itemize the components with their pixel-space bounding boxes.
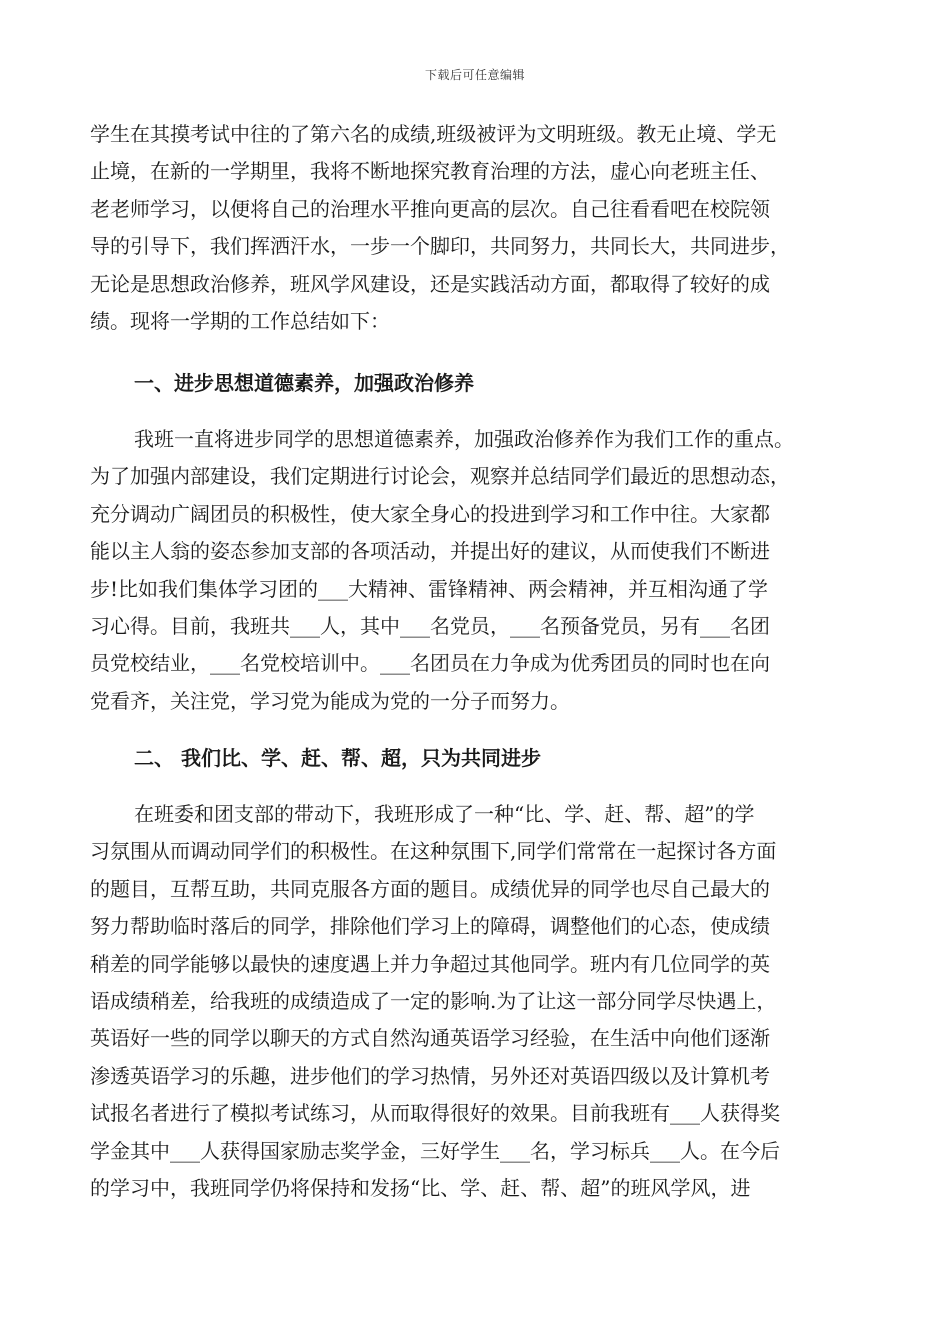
text-line: 止境，在新的一学期里，我将不断地探究教育治理的方法，虚心向老班主任、: [90, 159, 770, 184]
text-line: 的题目，互帮互助，共同克服各方面的题目。成绩优异的同学也尽自己最大的: [90, 876, 770, 901]
text-line: 能以主人翁的姿态参加支部的各项活动，并提出好的建议，从而使我们不断进: [90, 539, 770, 564]
text-line: 英语好一些的同学以聊天的方式自然沟通英语学习经验，在生活中向他们逐渐: [90, 1026, 770, 1051]
document-body: [90, 116, 860, 1200]
paragraph-intro: [90, 116, 860, 340]
text-line: 充分调动广阔团员的积极性，使大家全身心的投进到学习和工作中往。大家都: [90, 501, 770, 526]
text-line: 学金其中___人获得国家励志奖学金，三好学生___名，学习标兵___人。在今后: [90, 1138, 780, 1163]
page-header: 下载后可任意编辑: [424, 68, 525, 82]
text-line: 稍差的同学能够以最快的速度遇上并力争超过其他同学。班内有几位同学的英: [90, 951, 770, 976]
text-line: 我班一直将进步同学的思想道德素养，加强政治修养作为我们工作的重点。: [134, 427, 794, 451]
text-line: 的学习中，我班同学仍将保持和发扬“比、学、赶、帮、超”的班风学风，进: [90, 1175, 751, 1200]
text-line: 学生在其摸考试中往的了第六名的成绩,班级被评为文明班级。教无止境、学无: [90, 122, 777, 146]
text-line: 步!比如我们集体学习团的___大精神、雷锋精神、两会精神，并互相沟通了学: [90, 576, 769, 601]
text-line: 习心得。目前，我班共___人，其中___名党员，___名预备党员，另有___名团: [90, 613, 770, 638]
paragraph-section-1: [90, 421, 794, 720]
text-line: 习氛围从而调动同学们的积极性。在这种氛围下,同学们常常在一起探讨各方面: [90, 839, 777, 864]
text-line: 老老师学习，以便将自己的治理水平推向更高的层次。自己往看看吧在校院领: [90, 196, 770, 221]
text-line: 为了加强内部建设，我们定期进行讨论会，观察并总结同学们最近的思想动态，: [90, 464, 790, 489]
text-line: 导的引导下，我们挥洒汗水，一步一个脚印，共同努力，共同长大，共同进步，: [90, 234, 790, 259]
text-line: 无论是思想政治修养，班风学风建设，还是实践活动方面，都取得了较好的成: [90, 271, 770, 296]
text-line: 员党校结业，___名党校培训中。___名团员在力争成为优秀团员的同时也在向: [90, 651, 770, 676]
section-heading-1: 一、进步思想道德素养，加强政治修养: [134, 371, 474, 395]
text-line: 在班委和团支部的带动下，我班形成了一种“比、学、赶、帮、超”的学: [134, 802, 755, 826]
text-line: 绩。现将一学期的工作总结如下：: [90, 308, 390, 333]
text-line: 语成绩稍差，给我班的成绩造成了一定的影响.为了让这一部分同学尽快遇上，: [90, 988, 777, 1013]
text-line: 渗透英语学习的乐趣，进步他们的学习热情，另外还对英语四级以及计算机考: [90, 1063, 770, 1088]
text-line: 努力帮助临时落后的同学，排除他们学习上的障碍，调整他们的心态，使成绩: [90, 914, 770, 939]
text-line: 党看齐，关注党，学习党为能成为党的一分子而努力。: [90, 688, 570, 713]
section-heading-2: 二、 我们比、学、赶、帮、超，只为共同进步: [134, 746, 541, 770]
text-line: 试报名者进行了模拟考试练习，从而取得很好的效果。目前我班有___人获得奖: [90, 1101, 780, 1126]
paragraph-section-2: [90, 796, 780, 1207]
